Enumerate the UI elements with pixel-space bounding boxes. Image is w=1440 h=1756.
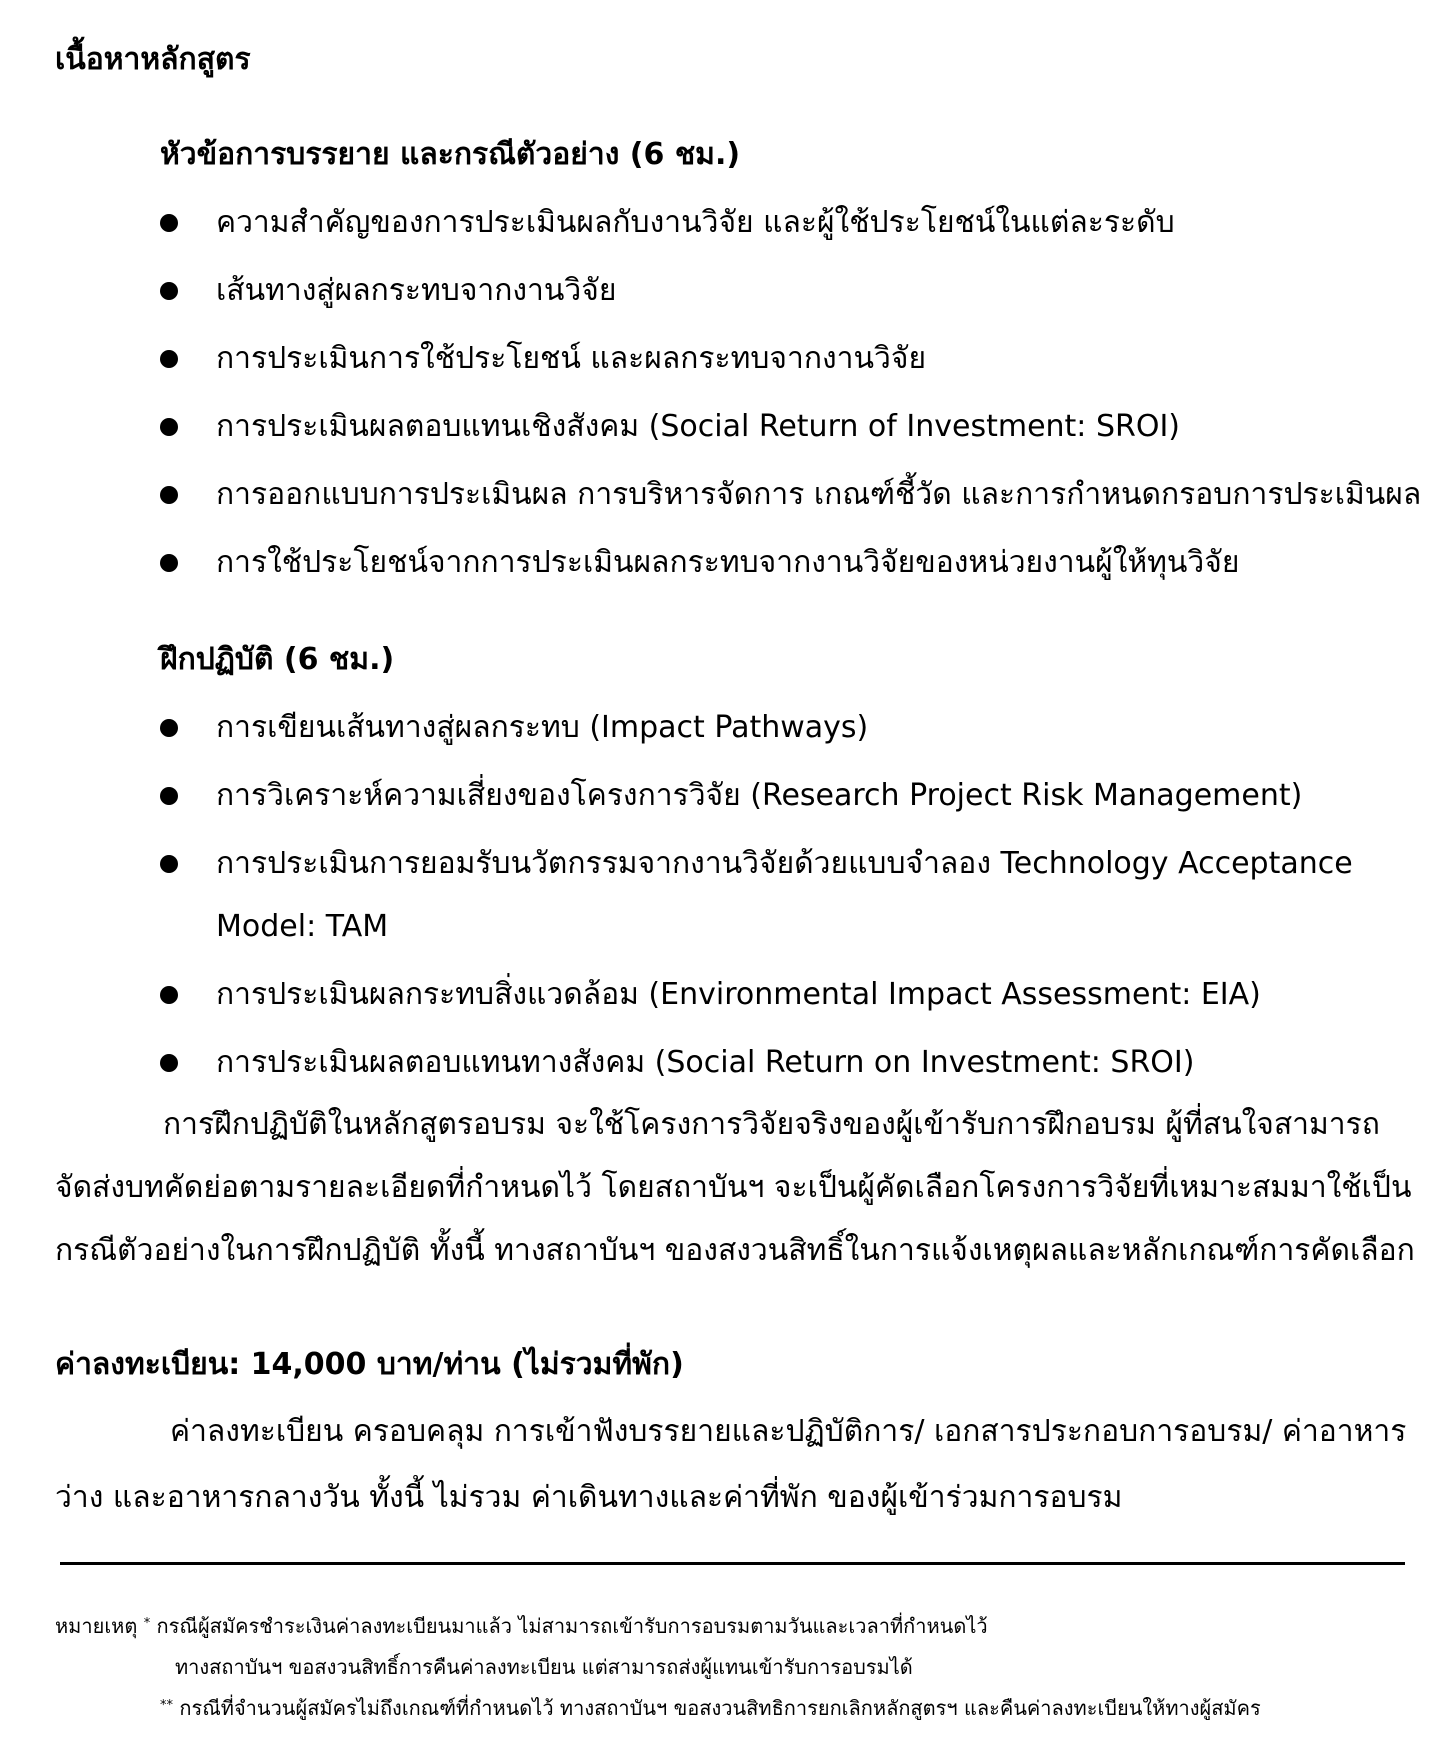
fee-heading: ค่าลงทะเบียน: 14,000 บาท/ท่าน (ไม่รวมที่พัก)	[55, 1347, 684, 1382]
practice-item-text: การประเมินผลตอบแทนทางสังคม (Social Return on Investment: SROI)	[216, 1045, 1195, 1080]
practice-item-text: การเขียนเส้นทางสู่ผลกระทบ (Impact Pathways)	[216, 710, 869, 745]
footnote-2	[160, 1694, 1261, 1722]
practice-paragraph-line: จัดส่งบทคัดย่อตามรายละเอียดที่กำหนดไว้ โดยสถาบันฯ จะเป็นผู้คัดเลือกโครงการวิจัยที่เหมาะสมมาใช้เป็น	[55, 1170, 1412, 1205]
practice-paragraph-line: การฝึกปฏิบัติในหลักสูตรอบรม จะใช้โครงการวิจัยจริงของผู้เข้ารับการฝึกอบรม ผู้ที่สนใจสามารถ	[163, 1107, 1380, 1142]
lecture-heading: หัวข้อการบรรยาย และกรณีตัวอย่าง (6 ชม.)	[160, 137, 741, 172]
practice-paragraph-line: กรณีตัวอย่างในการฝึกปฏิบัติ ทั้งนี้ ทางสถาบันฯ ของสงวนสิทธิ์ในการแจ้งเหตุผลและหลักเกณฑ์การคัดเลือก	[55, 1233, 1415, 1268]
course-content-title: เนื้อหาหลักสูตร	[55, 42, 251, 77]
footnote-text: กรณีผู้สมัครชำระเงินค่าลงทะเบียนมาแล้ว ไม่สามารถเข้ารับการอบรมตามวันและเวลาที่กำหนดไว้	[156, 1614, 988, 1638]
practice-item-text: Model: TAM	[216, 909, 389, 944]
fee-paragraph-line: ว่าง และอาหารกลางวัน ทั้งนี้ ไม่รวม ค่าเดินทางและค่าที่พัก ของผู้เข้าร่วมการอบรม	[55, 1480, 1123, 1515]
bullet-icon	[160, 986, 178, 1004]
bullet-icon	[160, 350, 178, 368]
footnote-1-continuation: ทางสถาบันฯ ขอสงวนสิทธิ์การคืนค่าลงทะเบียน แต่สามารถส่งผู้แทนเข้ารับการอบรมได้	[175, 1655, 913, 1679]
bullet-icon	[160, 282, 178, 300]
lecture-item-text: การใช้ประโยชน์จากการประเมินผลกระทบจากงานวิจัยของหน่วยงานผู้ให้ทุนวิจัย	[216, 545, 1240, 580]
practice-item-text: การวิเคราะห์ความเสี่ยงของโครงการวิจัย (Research Project Risk Management)	[216, 778, 1303, 813]
practice-item-text: การประเมินผลกระทบสิ่งแวดล้อม (Environmental Impact Assessment: EIA)	[216, 977, 1261, 1012]
lecture-item-text: การประเมินผลตอบแทนเชิงสังคม (Social Return of Investment: SROI)	[216, 409, 1180, 444]
footnote-text: กรณีที่จำนวนผู้สมัครไม่ถึงเกณฑ์ที่กำหนดไว้ ทางสถาบันฯ ขอสงวนสิทธิการยกเลิกหลักสูตรฯ และคืนค่าลงทะเบียนให้ทางผู้สมัคร	[179, 1696, 1261, 1720]
bullet-icon	[160, 855, 178, 873]
lecture-item-text: เส้นทางสู่ผลกระทบจากงานวิจัย	[216, 273, 617, 308]
lecture-item-text: ความสำคัญของการประเมินผลกับงานวิจัย และผู้ใช้ประโยชน์ในแต่ละระดับ	[216, 205, 1175, 240]
footnote-mark: *	[143, 1616, 151, 1631]
footnote-label: หมายเหตุ	[55, 1614, 138, 1638]
fee-paragraph-line: ค่าลงทะเบียน ครอบคลุม การเข้าฟังบรรยายและปฏิบัติการ/ เอกสารประกอบการอบรม/ ค่าอาหาร	[170, 1414, 1407, 1449]
bullet-icon	[160, 554, 178, 572]
footnote-1	[55, 1612, 988, 1640]
footnote-mark: **	[160, 1698, 173, 1713]
bullet-icon	[160, 486, 178, 504]
practice-item-text: การประเมินการยอมรับนวัตกรรมจากงานวิจัยด้วยแบบจำลอง Technology Acceptance	[216, 846, 1353, 881]
bullet-icon	[160, 1054, 178, 1072]
bullet-icon	[160, 418, 178, 436]
practice-heading: ฝึกปฏิบัติ (6 ชม.)	[160, 642, 395, 677]
lecture-item-text: การออกแบบการประเมินผล การบริหารจัดการ เกณฑ์ชี้วัด และการกำหนดกรอบการประเมินผล	[216, 477, 1422, 512]
bullet-icon	[160, 719, 178, 737]
lecture-item-text: การประเมินการใช้ประโยชน์ และผลกระทบจากงานวิจัย	[216, 341, 927, 376]
bullet-icon	[160, 787, 178, 805]
bullet-icon	[160, 214, 178, 232]
footnote-divider	[60, 1562, 1405, 1565]
